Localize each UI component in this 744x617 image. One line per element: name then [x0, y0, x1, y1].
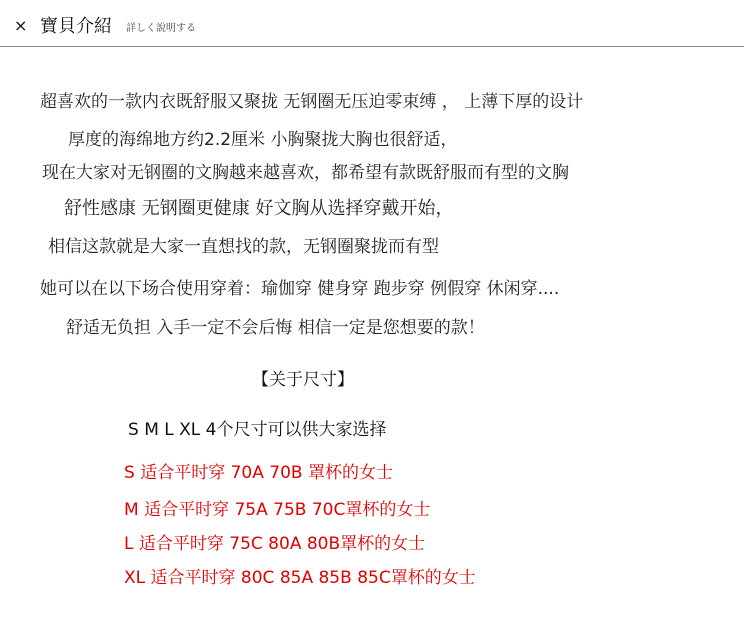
close-icon[interactable]: × [14, 16, 28, 35]
description-line: 相信这款就是大家一直想找的款，无钢圈聚拢而有型 [48, 237, 439, 257]
size-item: L 适合平时穿 75C 80A 80B罩杯的女士 [124, 534, 426, 554]
description-line: 舒性感康 无钢圈更健康 好文胸从选择穿戴开始， [64, 198, 454, 219]
description-line: 她可以在以下场合使用穿着：瑜伽穿 健身穿 跑步穿 例假穿 休闲穿.... [40, 279, 560, 299]
size-item: M 适合平时穿 75A 75B 70C罩杯的女士 [124, 500, 431, 520]
description-line: 厚度的海绵地方约2.2厘米 小胸聚拢大胸也很舒适， [68, 130, 458, 150]
description-line: 现在大家对无钢圈的文胸越来越喜欢，都希望有款既舒服而有型的文胸 [42, 163, 569, 183]
size-heading: 【关于尺寸】 [252, 370, 354, 390]
description-line: 超喜欢的一款内衣既舒服又聚拢 无钢圈无压迫零束缚 ， 上薄下厚的设计 [40, 92, 584, 112]
size-summary: S M L XL 4个尺寸可以供大家选择 [128, 420, 387, 440]
size-item: S 适合平时穿 70A 70B 罩杯的女士 [124, 463, 393, 483]
page-subtitle: 詳しく說明する [126, 23, 196, 34]
page-title: 寶貝介紹 [40, 16, 112, 37]
header-bar [0, 0, 744, 47]
size-item: XL 适合平时穿 80C 85A 85B 85C罩杯的女士 [124, 568, 476, 588]
description-line: 舒适无负担 入手一定不会后悔 相信一定是您想要的款！ [66, 318, 485, 338]
